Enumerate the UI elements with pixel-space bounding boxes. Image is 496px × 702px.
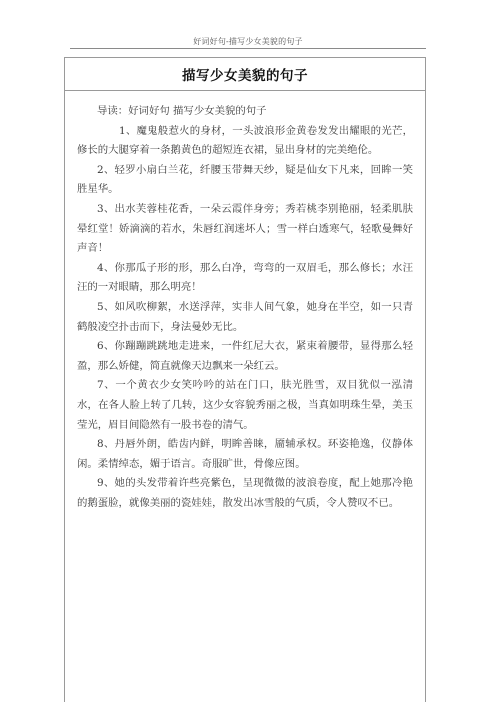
document-title: 描写少女美貌的句子 (182, 68, 308, 84)
paragraph-9: 9、她的头发带着许些亮紫色，呈现微微的波浪卷度，配上她那冷艳的鹅蛋脸，就像美丽的瓷娃娃，散发出冰雪般的气质，令人赞叹不已。 (77, 477, 413, 509)
running-header: 好词好句-描写少女美貌的句子 (193, 37, 303, 46)
title-row (65, 58, 425, 91)
document-frame (64, 57, 426, 702)
paragraph-3: 3、出水芙蓉桂花香，一朵云霞伴身旁；秀若桃李别艳丽，轻柔肌肤晕红堂！娇滴滴的若水，朱唇红润迷坏人；雪一样白透寒气，轻歌曼舞好声音！ (77, 202, 413, 255)
paragraph-2: 2、轻罗小扇白兰花，纤腰玉带舞天纱，疑是仙女下凡来，回眸一笑胜星华。 (77, 163, 413, 196)
paragraph-1: 1、魔鬼般惹火的身材，一头波浪形金黄卷发发出耀眼的光芒，修长的大腿穿着一条鹅黄色的超短连衣裙，显出身材的完美绝伦。 (77, 124, 413, 157)
intro-text: 导读：好词好句 描写少女美貌的句子 (97, 105, 267, 117)
document-body (77, 102, 413, 513)
paragraph-5: 5、如风吹柳絮，水送浮萍，实非人间气象，她身在半空，如一只青鹤般凌空扑击而下，身法曼妙无比。 (77, 300, 413, 333)
paragraph-4: 4、你那瓜子形的形，那么白净，弯弯的一双眉毛，那么修长；水汪汪的一对眼睛，那么明亮！ (77, 261, 413, 294)
paragraph-6: 6、你蹦蹦跳跳地走进来，一件红尼大衣，紧束着腰带，显得那么轻盈，那么娇健，简直就像天边飘来一朵红云。 (77, 340, 413, 372)
paragraph-7: 7、一个黄衣少女笑吟吟的站在门口，肤光胜雪，双目犹似一泓清水，在各人脸上转了几转，这少女容貌秀丽之极，当真如明珠生晕，美玉莹光，眉目间隐然有一股书卷的清气。 (77, 379, 413, 431)
header-divider (70, 48, 426, 49)
paragraph-8: 8、丹唇外朗，皓齿内鲜，明眸善睐，靥辅承权。环姿艳逸，仪静体闲。柔情绰态，媚于语言。奇服旷世，骨像应图。 (77, 438, 413, 470)
